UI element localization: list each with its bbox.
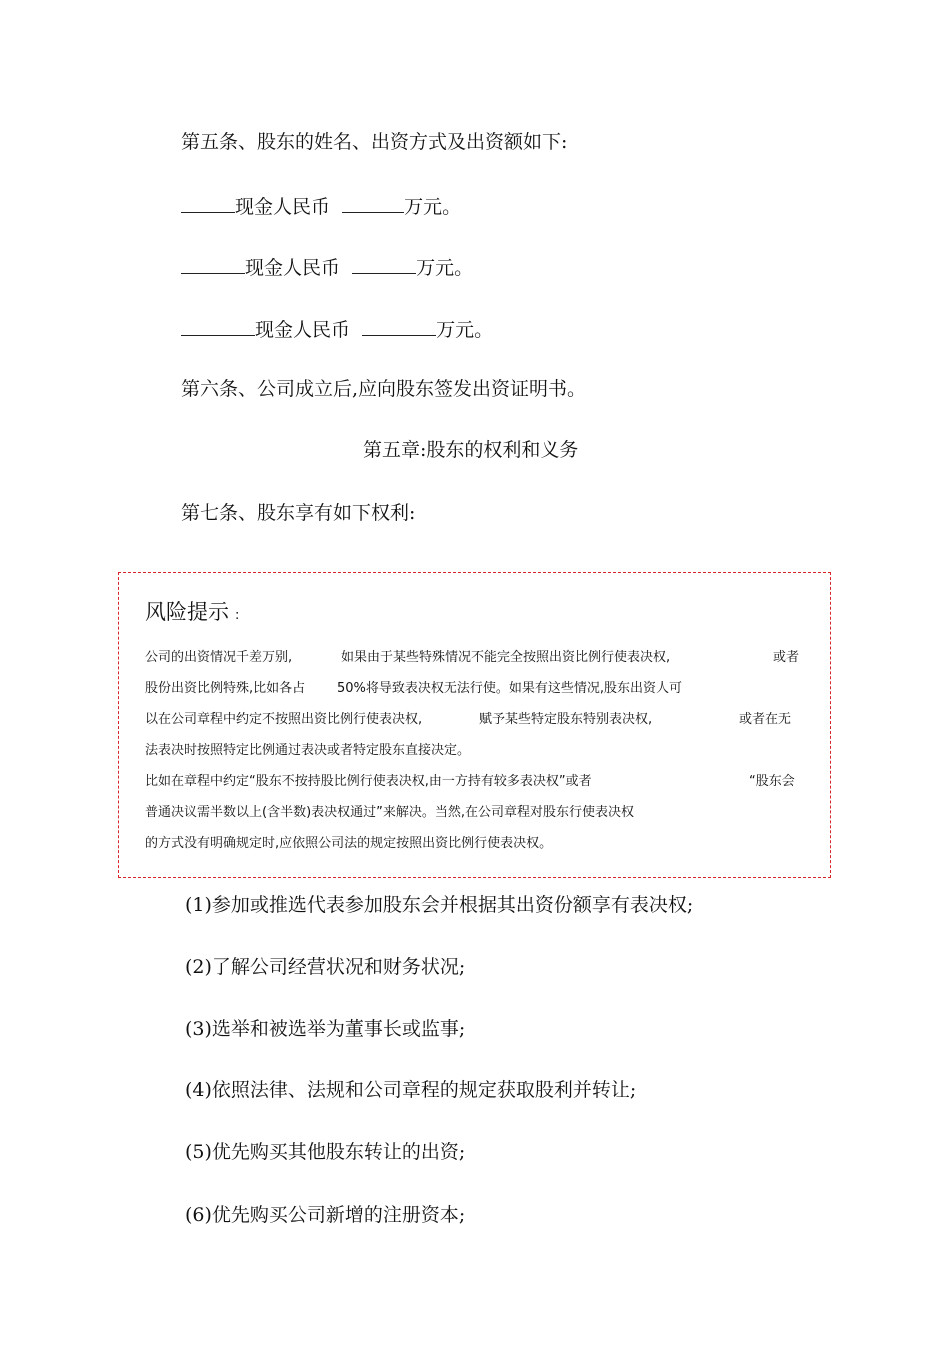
risk-segment: 赋予某些特定股东特别表决权, xyxy=(479,712,653,727)
risk-line-1 xyxy=(145,649,805,667)
contribution-method: 现金人民币 xyxy=(245,257,341,279)
shareholder-row-1 xyxy=(181,195,461,219)
name-blank xyxy=(181,318,255,336)
risk-segment: 或者 xyxy=(773,650,800,665)
right-item-2: (2)了解公司经营状况和财务状况; xyxy=(185,956,466,978)
risk-title-text: 风险提示 xyxy=(145,600,229,624)
risk-line-4 xyxy=(145,742,805,760)
risk-segment: 普通决议需半数以上(含半数)表决权通过”来解决。当然,在公司章程对股东行使表决权 xyxy=(145,805,635,820)
risk-segment: 法表决时按照特定比例通过表决或者特定股东直接决定。 xyxy=(145,743,471,758)
right-item-4: (4)依照法律、法规和公司章程的规定获取股利并转让; xyxy=(185,1079,637,1101)
name-blank xyxy=(181,256,245,274)
article7-heading: 第七条、股东享有如下权利: xyxy=(181,502,416,524)
risk-segment: 的方式没有明确规定时,应依照公司法的规定按照出资比例行使表决权。 xyxy=(145,836,553,851)
chapter5-heading: 第五章:股东的权利和义务 xyxy=(363,439,579,461)
amount-blank xyxy=(342,195,404,213)
amount-unit: 万元。 xyxy=(404,196,462,218)
amount-unit: 万元。 xyxy=(436,319,494,341)
contribution-method: 现金人民币 xyxy=(235,196,331,218)
right-item-6: (6)优先购买公司新增的注册资本; xyxy=(185,1204,466,1226)
right-item-3: (3)选举和被选举为董事长或监事; xyxy=(185,1018,466,1040)
risk-title-colon: : xyxy=(235,608,240,623)
risk-line-2 xyxy=(145,680,805,698)
risk-line-3 xyxy=(145,711,805,729)
amount-unit: 万元。 xyxy=(416,257,474,279)
risk-segment: 或者在无 xyxy=(739,712,792,727)
risk-segment: “股东会 xyxy=(749,774,795,789)
right-item-1: (1)参加或推选代表参加股东会并根据其出资份额享有表决权; xyxy=(185,894,694,916)
risk-line-7 xyxy=(145,835,805,853)
right-item-5: (5)优先购买其他股东转让的出资; xyxy=(185,1141,466,1163)
contribution-method: 现金人民币 xyxy=(255,319,351,341)
amount-blank xyxy=(362,318,436,336)
article6: 第六条、公司成立后,应向股东签发出资证明书。 xyxy=(181,378,587,400)
risk-segment: 50%将导致表决权无法行使。如果有这些情况,股东出资人可 xyxy=(337,681,683,696)
article5-heading: 第五条、股东的姓名、出资方式及出资额如下: xyxy=(181,131,568,153)
amount-blank xyxy=(352,256,416,274)
shareholder-row-2 xyxy=(181,256,473,280)
risk-segment: 比如在章程中约定“股东不按持股比例行使表决权,由一方持有较多表决权”或者 xyxy=(145,774,592,789)
risk-line-6 xyxy=(145,804,805,822)
risk-notice-title xyxy=(145,599,239,629)
risk-segment: 股份出资比例特殊,比如各占 xyxy=(145,681,306,696)
risk-notice-box xyxy=(118,572,831,878)
risk-segment: 以在公司章程中约定不按照出资比例行使表决权, xyxy=(145,712,423,727)
shareholder-row-3 xyxy=(181,318,493,342)
risk-line-5 xyxy=(145,773,805,791)
name-blank xyxy=(181,195,235,213)
risk-segment: 如果由于某些特殊情况不能完全按照出资比例行使表决权, xyxy=(341,650,671,665)
risk-segment: 公司的出资情况千差万别, xyxy=(145,650,293,665)
